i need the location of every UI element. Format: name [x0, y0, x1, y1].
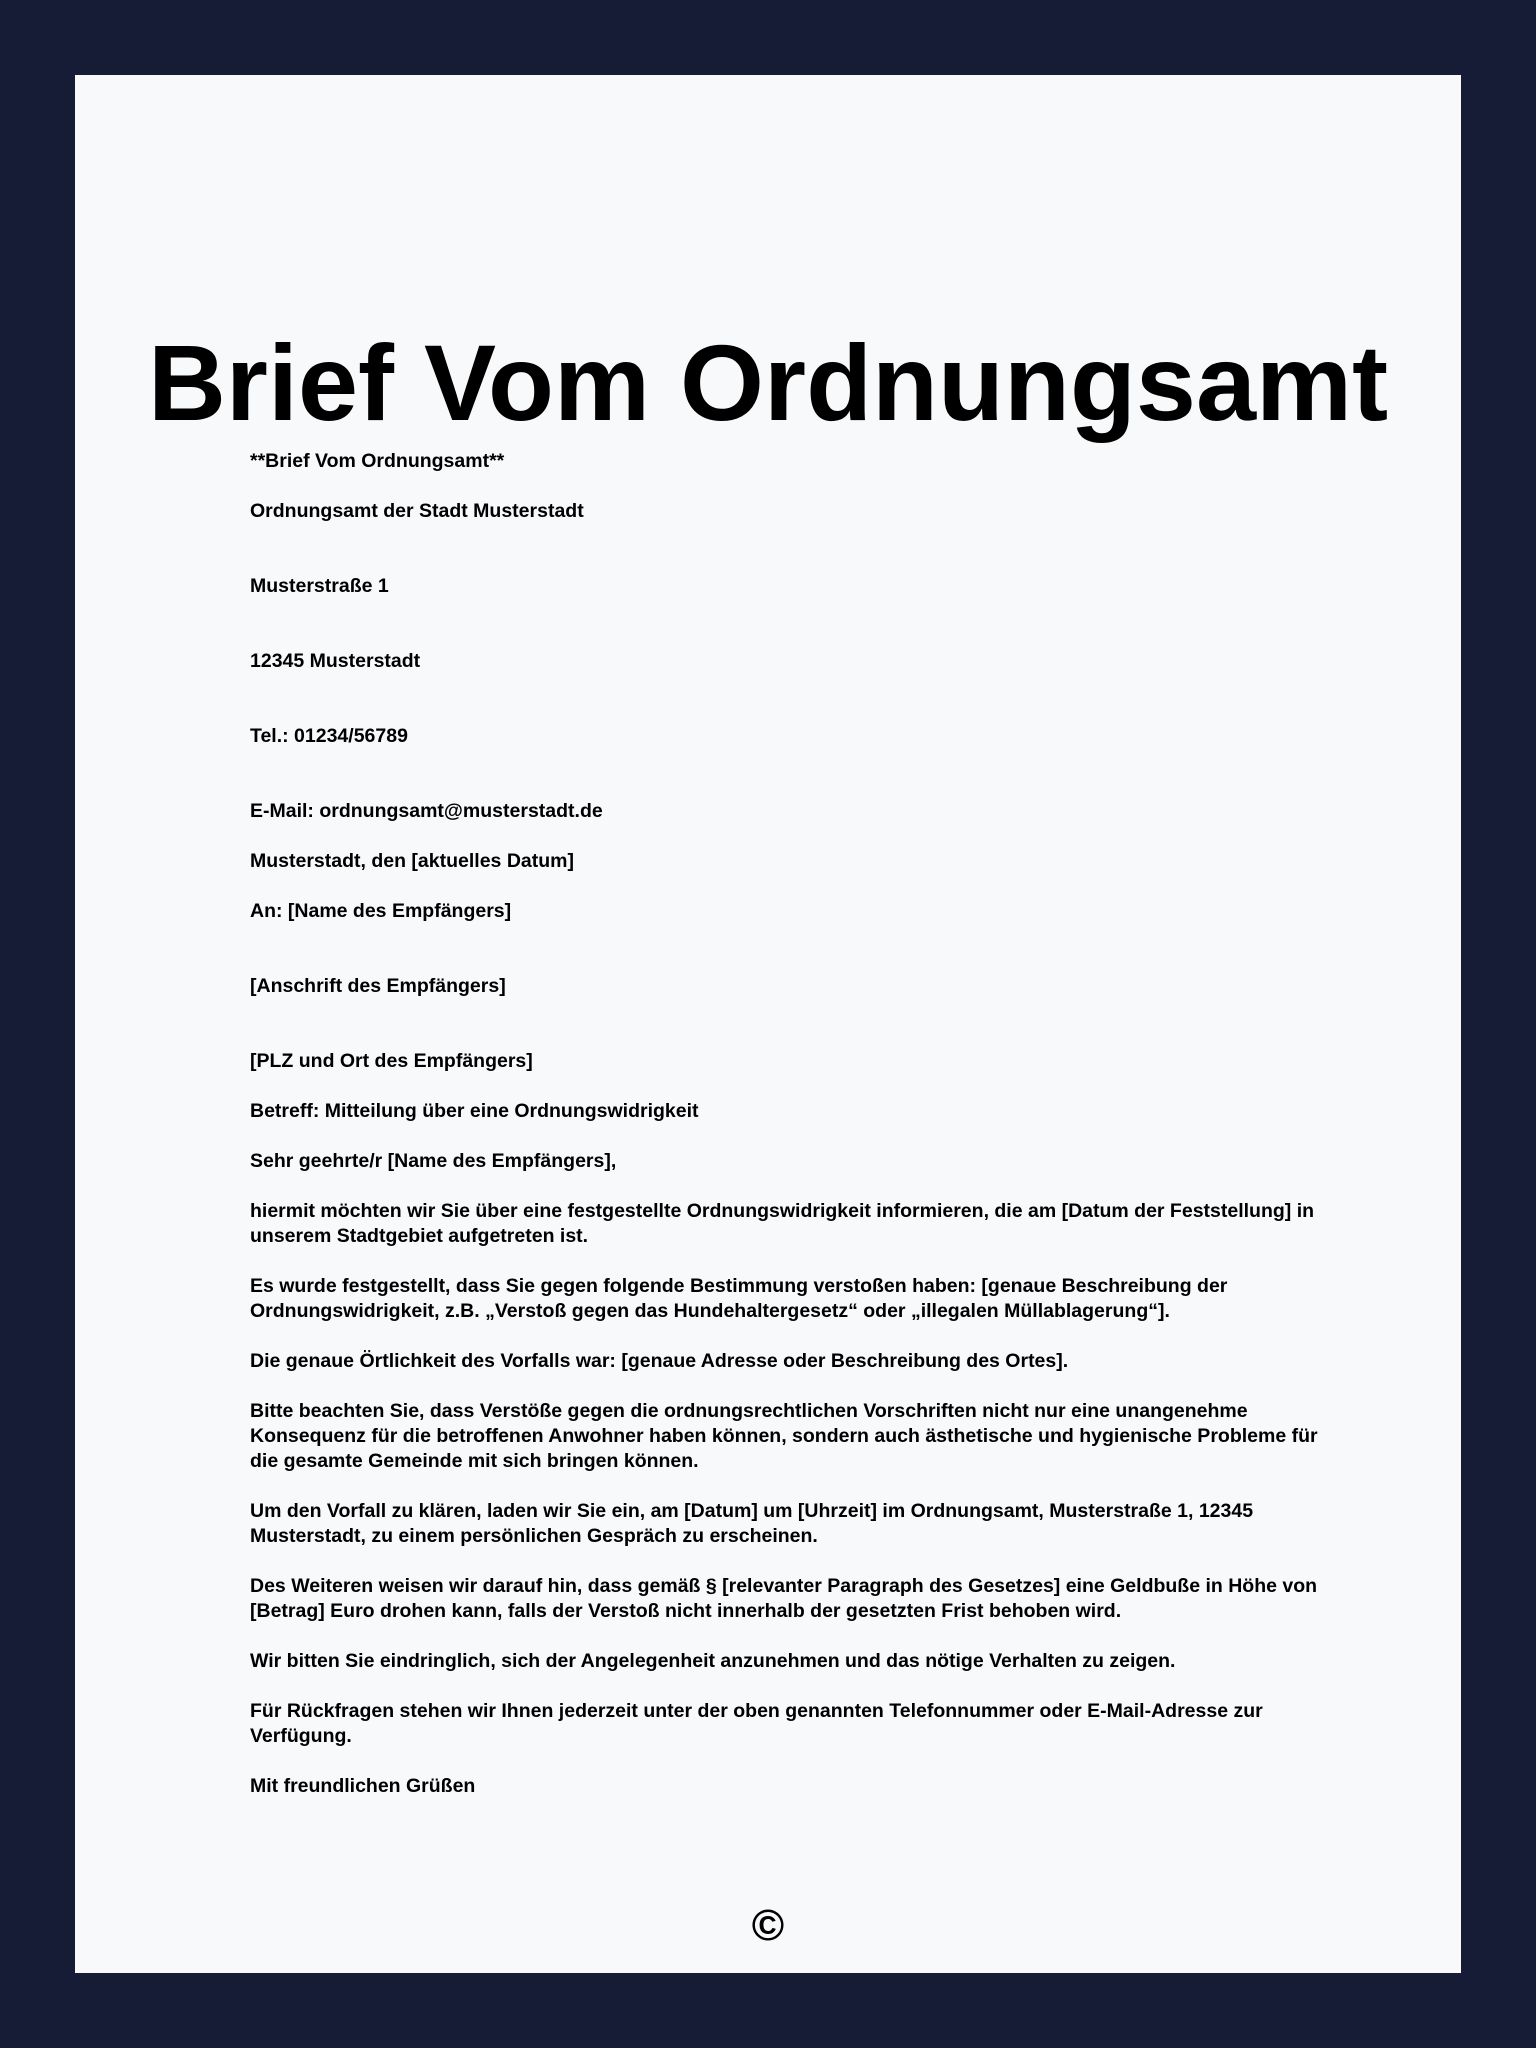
- sender-city: 12345 Musterstadt: [250, 650, 421, 672]
- letter-date: Musterstadt, den [aktuelles Datum]: [250, 850, 574, 872]
- page-title: Brief Vom Ordnungsamt: [147, 322, 1389, 443]
- body-paragraph: Bitte beachten Sie, dass Verstöße gegen die ordnungsrechtlichen Vorschriften nicht nur eine unangenehme Konsequenz für die betroffenen Anwohner haben können, sondern auch ästhetische und hygienische Probleme für die gesamte Gemeinde mit sich bringen können.: [250, 1400, 1318, 1472]
- letter-page: [75, 75, 1461, 1973]
- recipient-name: An: [Name des Empfängers]: [250, 900, 512, 922]
- body-paragraph: Des Weiteren weisen wir darauf hin, dass gemäß § [relevanter Paragraph des Gesetzes] eine Geldbuße in Höhe von [Betrag] Euro drohen kann, falls der Verstoß nicht innerhalb der gesetzten Frist behoben wird.: [250, 1575, 1318, 1622]
- copyright-icon: ©: [751, 1901, 785, 1950]
- sender-street: Musterstraße 1: [250, 575, 389, 597]
- letter-heading: **Brief Vom Ordnungsamt**: [250, 450, 505, 472]
- body-paragraph: Um den Vorfall zu klären, laden wir Sie ein, am [Datum] um [Uhrzeit] im Ordnungsamt, Musterstraße 1, 12345 Musterstadt, zu einem persönlichen Gespräch zu erscheinen.: [250, 1500, 1254, 1547]
- body-paragraph: Es wurde festgestellt, dass Sie gegen folgende Bestimmung verstoßen haben: [genaue Beschreibung der Ordnungswidrigkeit, z.B. „Verstoß gegen das Hundehaltergesetz“ oder „illegalen Müllablagerung“].: [250, 1275, 1228, 1322]
- sender-name: Ordnungsamt der Stadt Musterstadt: [250, 500, 584, 522]
- salutation: Sehr geehrte/r [Name des Empfängers],: [250, 1150, 617, 1172]
- letter-subject: Betreff: Mitteilung über eine Ordnungswidrigkeit: [250, 1100, 699, 1122]
- body-paragraph: Die genaue Örtlichkeit des Vorfalls war: [genaue Adresse oder Beschreibung des Ortes].: [250, 1350, 1069, 1372]
- sender-phone: Tel.: 01234/56789: [250, 725, 408, 747]
- body-paragraph: Wir bitten Sie eindringlich, sich der Angelegenheit anzunehmen und das nötige Verhalten zu zeigen.: [250, 1650, 1176, 1672]
- sender-email: E-Mail: ordnungsamt@musterstadt.de: [250, 800, 603, 822]
- closing: Mit freundlichen Grüßen: [250, 1775, 476, 1797]
- recipient-city: [PLZ und Ort des Empfängers]: [250, 1050, 533, 1072]
- body-paragraph: hiermit möchten wir Sie über eine festgestellte Ordnungswidrigkeit informieren, die am [Datum der Feststellung] in unserem Stadtgebiet aufgetreten ist.: [250, 1200, 1315, 1247]
- letter-body: [250, 449, 1350, 1824]
- body-paragraph: Für Rückfragen stehen wir Ihnen jederzeit unter der oben genannten Telefonnummer oder E-Mail-Adresse zur Verfügung.: [250, 1700, 1263, 1747]
- recipient-address: [Anschrift des Empfängers]: [250, 975, 506, 997]
